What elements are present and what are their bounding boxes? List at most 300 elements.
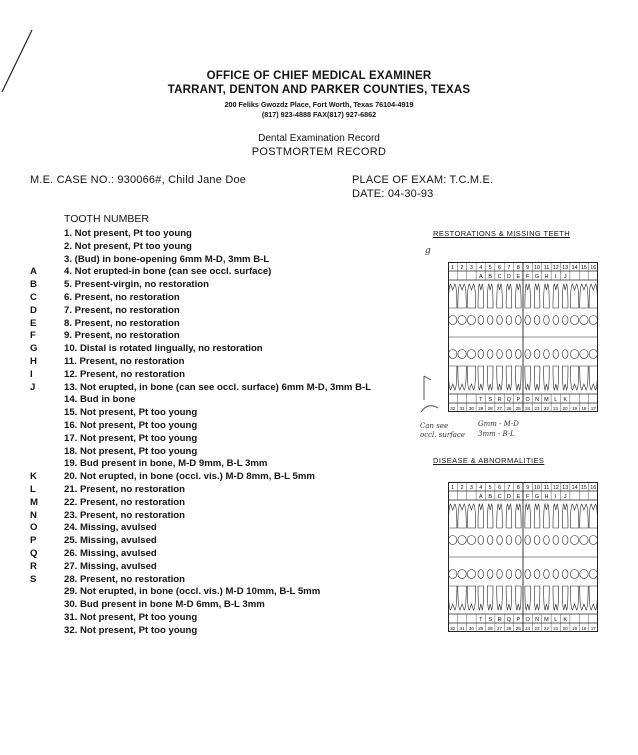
chart-lower-number: 17 <box>590 626 596 631</box>
tooth-entry: 15. Not present, Pt too young <box>64 407 198 419</box>
chart-upper-letter: J <box>563 494 567 500</box>
tooth-letter: B <box>30 279 37 291</box>
chart-lower-number: 22 <box>543 406 549 411</box>
upper-tooth-outline <box>562 284 568 308</box>
lower-tooth-outline <box>553 366 559 390</box>
tooth-entry: 4. Not erupted-in bone (can see occl. surface) <box>64 266 272 278</box>
lower-occlusal-outline <box>570 350 578 359</box>
chart-upper-number: 3 <box>469 485 473 491</box>
upper-occlusal-outline <box>525 316 531 325</box>
chart-lower-number: 23 <box>534 406 540 411</box>
chart-upper-letter: A <box>478 274 483 280</box>
chart-lower-letter: T <box>479 397 483 403</box>
office-title: OFFICE OF CHIEF MEDICAL EXAMINER <box>206 70 432 82</box>
lower-tooth-outline <box>525 586 531 610</box>
lower-occlusal-outline <box>525 570 531 579</box>
chart-lower-letter: M <box>544 617 549 623</box>
chart-upper-number: 5 <box>488 265 492 271</box>
upper-occlusal-outline <box>580 316 588 325</box>
tooth-entry: 30. Bud present in bone M-D 6mm, B-L 3mm <box>64 599 265 611</box>
chart-lower-number: 28 <box>487 626 493 631</box>
lower-occlusal-outline <box>458 350 466 359</box>
lower-occlusal-outline <box>544 350 550 359</box>
chart-lower-number: 31 <box>459 626 465 631</box>
chart-lower-number: 18 <box>581 626 587 631</box>
chart-upper-letter: H <box>544 274 549 280</box>
upper-tooth-outline <box>562 504 568 528</box>
tooth-entry: 2. Not present, Pt too young <box>64 240 192 252</box>
tooth-letter: M <box>30 496 38 508</box>
tooth-entry: 18. Not present, Pt too young <box>64 445 198 457</box>
tooth-letter: J <box>30 381 36 393</box>
upper-tooth-outline <box>458 504 466 528</box>
tooth-letter: Q <box>30 548 38 559</box>
chart-upper-number: 12 <box>552 485 559 491</box>
upper-occlusal-outline <box>580 536 588 545</box>
chart-upper-letter: I <box>555 274 557 280</box>
tooth-entry: 8. Present, no restoration <box>64 317 180 329</box>
upper-occlusal-outline <box>487 536 493 545</box>
lower-tooth-outline <box>534 366 540 390</box>
lower-tooth-outline <box>516 586 522 610</box>
upper-occlusal-outline <box>570 536 578 545</box>
upper-tooth-outline <box>448 504 456 528</box>
tooth-letter: A <box>30 266 37 278</box>
upper-tooth-outline <box>525 284 531 308</box>
office-phone: (817) 923-4888 FAX(817) 927-6862 <box>261 110 377 119</box>
chart-upper-number: 11 <box>543 265 550 271</box>
lower-occlusal-outline <box>570 570 578 579</box>
lower-occlusal-outline <box>448 350 456 359</box>
lower-occlusal-outline <box>497 570 503 579</box>
upper-tooth-outline <box>553 284 559 308</box>
upper-tooth-outline <box>589 284 597 308</box>
upper-tooth-outline <box>458 284 466 308</box>
chart-upper-number: 3 <box>469 265 473 271</box>
chart-upper-letter: B <box>488 274 493 280</box>
chart-lower-letter: L <box>554 617 558 623</box>
tooth-entry: 20. Not erupted, in bone (occl. vis.) M-D 8mm, B-L 5mm <box>64 471 315 483</box>
chart-upper-number: 8 <box>516 265 520 271</box>
lower-occlusal-outline <box>580 350 588 359</box>
chart-upper-number: 7 <box>507 485 511 491</box>
chart-lower-number: 24 <box>525 406 531 411</box>
chart-upper-number: 7 <box>507 265 511 271</box>
lower-occlusal-outline <box>467 570 475 579</box>
chart-lower-letter: N <box>535 617 540 623</box>
chart-lower-number: 22 <box>543 626 549 631</box>
upper-occlusal-outline <box>478 536 484 545</box>
tooth-letter: N <box>30 509 37 521</box>
chart-upper-number: 13 <box>562 265 569 271</box>
chart-upper-number: 9 <box>526 485 530 491</box>
lower-tooth-outline <box>487 366 493 390</box>
chart-lower-number: 18 <box>581 406 587 411</box>
chart-lower-number: 20 <box>562 626 568 631</box>
tooth-entry: 9. Present, no restoration <box>64 330 180 342</box>
lower-occlusal-outline <box>506 350 512 359</box>
tooth-letter: H <box>30 356 37 367</box>
upper-tooth-outline <box>497 504 503 528</box>
chart-upper-number: 2 <box>460 485 464 491</box>
chart-lower-number: 28 <box>487 406 493 411</box>
chart-upper-number: 15 <box>580 265 587 271</box>
tooth-entry: 11. Present, no restoration <box>64 356 185 367</box>
counties-title: TARRANT, DENTON AND PARKER COUNTIES, TEXAS <box>167 84 471 96</box>
upper-tooth-outline <box>448 284 456 308</box>
restorations-chart-title: RESTORATIONS & MISSING TEETH <box>433 229 571 238</box>
lower-tooth-outline <box>562 366 568 390</box>
chart-lower-letter: S <box>488 617 493 623</box>
lower-occlusal-outline <box>553 570 559 579</box>
upper-occlusal-outline <box>448 536 456 545</box>
lower-occlusal-outline <box>516 570 522 579</box>
upper-tooth-outline <box>487 284 493 308</box>
upper-tooth-outline <box>506 284 512 308</box>
tooth-letter: E <box>30 317 37 329</box>
chart-upper-letter: G <box>534 274 540 280</box>
lower-tooth-outline <box>589 586 597 610</box>
upper-tooth-outline <box>467 284 475 308</box>
chart-upper-letter: A <box>478 494 483 500</box>
exam-date: DATE: 04-30-93 <box>352 188 434 200</box>
lower-occlusal-outline <box>562 350 568 359</box>
upper-occlusal-outline <box>458 316 466 325</box>
chart-upper-letter: E <box>516 274 521 280</box>
chart-lower-letter: O <box>525 617 530 623</box>
disease-chart <box>448 482 598 632</box>
chart-lower-number: 26 <box>506 406 512 411</box>
chart-lower-letter: L <box>554 397 558 403</box>
lower-tooth-outline <box>458 586 466 610</box>
lower-tooth-outline <box>544 366 550 390</box>
tooth-entry: 5. Present-virgin, no restoration <box>64 279 210 291</box>
chart-lower-letter: P <box>516 397 521 403</box>
chart-upper-letter: I <box>555 494 557 500</box>
upper-tooth-outline <box>553 504 559 528</box>
chart-upper-number: 12 <box>552 265 559 271</box>
lower-occlusal-outline <box>487 350 493 359</box>
tooth-entry: 28. Present, no restoration <box>64 573 186 585</box>
chart-lower-number: 29 <box>478 626 484 631</box>
lower-tooth-outline <box>562 586 568 610</box>
chart-lower-letter: R <box>497 397 502 403</box>
lower-occlusal-outline <box>534 570 540 579</box>
chart-lower-number: 30 <box>468 406 474 411</box>
lower-occlusal-outline <box>478 350 484 359</box>
chart-lower-letter: Q <box>506 397 512 403</box>
chart-lower-number: 20 <box>562 406 568 411</box>
upper-tooth-outline <box>580 284 588 308</box>
chart-upper-number: 6 <box>498 265 502 271</box>
tooth-letter: D <box>30 304 37 316</box>
tooth-number-heading: TOOTH NUMBER <box>64 213 149 225</box>
chart-upper-number: 1 <box>451 485 455 491</box>
upper-tooth-outline <box>534 284 540 308</box>
chart-upper-letter: C <box>497 274 502 280</box>
chart-upper-number: 14 <box>571 265 578 271</box>
place-of-exam: PLACE OF EXAM: T.C.M.E. <box>352 174 494 186</box>
chart-lower-number: 27 <box>497 406 503 411</box>
tooth-entry: 6. Present, no restoration <box>64 292 180 303</box>
tooth-entry: 31. Not present, Pt too young <box>64 612 198 623</box>
upper-tooth-outline <box>497 284 503 308</box>
tooth-entry: 21. Present, no restoration <box>64 484 186 495</box>
lower-tooth-outline <box>448 366 456 390</box>
record-title: POSTMORTEM RECORD <box>251 146 387 158</box>
tooth-entry: 3. (Bud) in bone-opening 6mm M-D, 3mm B-L <box>64 253 270 265</box>
lower-tooth-outline <box>478 586 484 610</box>
chart-lower-number: 31 <box>459 406 465 411</box>
tooth-entry: 10. Distal is rotated lingually, no restoration <box>64 343 263 355</box>
tooth-letter: P <box>30 535 37 547</box>
upper-tooth-outline <box>478 284 484 308</box>
lower-occlusal-outline <box>580 570 588 579</box>
upper-occlusal-outline <box>506 316 512 325</box>
upper-occlusal-outline <box>497 316 503 325</box>
chart-lower-number: 32 <box>450 626 456 631</box>
record-type: Dental Examination Record <box>258 133 380 144</box>
upper-occlusal-outline <box>487 316 493 325</box>
lower-occlusal-outline <box>506 570 512 579</box>
tooth-letter: I <box>30 368 33 380</box>
tooth-entry: 1. Not present, Pt too young <box>64 228 192 239</box>
lower-tooth-outline <box>553 586 559 610</box>
tooth-entry: 26. Missing, avulsed <box>64 548 157 559</box>
tooth-letter: C <box>30 292 37 303</box>
tooth-entry: 23. Present, no restoration <box>64 509 186 521</box>
upper-tooth-outline <box>544 504 550 528</box>
chart-upper-number: 6 <box>498 485 502 491</box>
lower-tooth-outline <box>448 586 456 610</box>
chart-upper-letter: J <box>563 274 567 280</box>
chart-lower-letter: O <box>525 397 530 403</box>
chart-lower-number: 29 <box>478 406 484 411</box>
upper-occlusal-outline <box>448 316 456 325</box>
upper-tooth-outline <box>589 504 597 528</box>
upper-occlusal-outline <box>544 316 550 325</box>
upper-tooth-outline <box>516 284 522 308</box>
restorations-chart <box>448 262 598 412</box>
tooth-letter: L <box>30 484 36 495</box>
chart-upper-letter: D <box>506 494 511 500</box>
upper-tooth-outline <box>544 284 550 308</box>
upper-occlusal-outline <box>525 536 531 545</box>
upper-occlusal-outline <box>553 536 559 545</box>
lower-tooth-outline <box>580 586 588 610</box>
tooth-entry: 7. Present, no restoration <box>64 304 180 316</box>
tooth-letter: K <box>30 471 37 483</box>
lower-occlusal-outline <box>553 350 559 359</box>
lower-tooth-outline <box>458 366 466 390</box>
lower-occlusal-outline <box>467 350 475 359</box>
chart-lower-letter: N <box>535 397 540 403</box>
upper-tooth-outline <box>516 504 522 528</box>
chart-lower-number: 19 <box>572 626 578 631</box>
lower-occlusal-outline <box>458 570 466 579</box>
chart-upper-number: 2 <box>460 265 464 271</box>
lower-tooth-outline <box>497 586 503 610</box>
chart-lower-number: 25 <box>515 406 521 411</box>
lower-tooth-outline <box>570 586 578 610</box>
chart-upper-number: 4 <box>479 265 483 271</box>
upper-tooth-outline <box>525 504 531 528</box>
upper-tooth-outline <box>534 504 540 528</box>
case-number: M.E. CASE NO.: 930066#, Child Jane Doe <box>30 174 247 186</box>
lower-tooth-outline <box>570 366 578 390</box>
chart-upper-number: 1 <box>451 265 455 271</box>
lower-tooth-outline <box>467 586 475 610</box>
lower-tooth-outline <box>580 366 588 390</box>
lower-tooth-outline <box>544 586 550 610</box>
tooth-entry: 17. Not present, Pt too young <box>64 432 198 444</box>
chart-lower-letter: P <box>516 617 521 623</box>
chart-upper-letter: H <box>544 494 549 500</box>
lower-tooth-outline <box>478 366 484 390</box>
upper-occlusal-outline <box>467 316 475 325</box>
chart-lower-number: 32 <box>450 406 456 411</box>
chart-upper-number: 9 <box>526 265 530 271</box>
chart-lower-letter: M <box>544 397 549 403</box>
upper-tooth-outline <box>487 504 493 528</box>
lower-tooth-outline <box>525 366 531 390</box>
upper-tooth-outline <box>580 504 588 528</box>
chart-lower-letter: Q <box>506 617 512 623</box>
chart-upper-letter: E <box>516 494 521 500</box>
disease-chart-title: DISEASE & ABNORMALITIES <box>433 456 545 465</box>
chart-upper-number: 15 <box>580 485 587 491</box>
upper-tooth-outline <box>478 504 484 528</box>
tooth-entry: 29. Not erupted, in bone (occl. vis.) M-D 10mm, B-L 5mm <box>64 586 321 598</box>
chart-upper-letter: F <box>526 494 530 500</box>
chart-lower-letter: K <box>563 617 568 623</box>
chart-upper-letter: D <box>506 274 511 280</box>
upper-occlusal-outline <box>589 536 597 545</box>
chart-upper-number: 16 <box>590 265 597 271</box>
upper-tooth-outline <box>570 284 578 308</box>
tooth-entry: 22. Present, no restoration <box>64 496 186 508</box>
tooth-letter: F <box>30 330 36 342</box>
chart-lower-number: 27 <box>497 626 503 631</box>
chart-upper-letter: F <box>526 274 530 280</box>
chart-lower-number: 25 <box>515 626 521 631</box>
tooth-letter: O <box>30 522 38 534</box>
upper-occlusal-outline <box>478 316 484 325</box>
lower-occlusal-outline <box>589 350 597 359</box>
handwritten-bracket <box>418 372 448 417</box>
lower-occlusal-outline <box>589 570 597 579</box>
tooth-entry: 27. Missing, avulsed <box>64 560 157 572</box>
chart-upper-letter: B <box>488 494 493 500</box>
tooth-letter: S <box>30 573 37 585</box>
upper-occlusal-outline <box>589 316 597 325</box>
upper-occlusal-outline <box>562 316 568 325</box>
chart-upper-number: 16 <box>590 485 597 491</box>
chart-upper-number: 11 <box>543 485 550 491</box>
office-address: 200 Feliks Gwozdz Place, Fort Worth, Texas 76104-4919 <box>224 100 414 109</box>
tooth-entry: 19. Bud present in bone, M-D 9mm, B-L 3mm <box>64 458 268 470</box>
upper-occlusal-outline <box>544 536 550 545</box>
chart-lower-number: 26 <box>506 626 512 631</box>
chart-upper-number: 13 <box>562 485 569 491</box>
lower-occlusal-outline <box>497 350 503 359</box>
upper-occlusal-outline <box>570 316 578 325</box>
chart-lower-number: 21 <box>553 406 559 411</box>
upper-occlusal-outline <box>553 316 559 325</box>
lower-tooth-outline <box>589 366 597 390</box>
upper-tooth-outline <box>570 504 578 528</box>
upper-tooth-outline <box>506 504 512 528</box>
lower-tooth-outline <box>516 366 522 390</box>
tooth-entry: 25. Missing, avulsed <box>64 535 157 547</box>
upper-occlusal-outline <box>458 536 466 545</box>
handwritten-note-2: occl. surface <box>420 431 466 439</box>
upper-tooth-outline <box>467 504 475 528</box>
lower-tooth-outline <box>487 586 493 610</box>
chart-lower-letter: S <box>488 397 493 403</box>
upper-occlusal-outline <box>534 536 540 545</box>
chart-lower-number: 17 <box>590 406 596 411</box>
upper-occlusal-outline <box>516 316 522 325</box>
chart-upper-number: 10 <box>534 485 541 491</box>
chart-lower-number: 23 <box>534 626 540 631</box>
tooth-entry: 24. Missing, avulsed <box>64 522 157 534</box>
chart-upper-number: 14 <box>571 485 578 491</box>
tooth-letter: R <box>30 560 37 572</box>
tooth-entry: 16. Not present, Pt too young <box>64 420 198 431</box>
upper-occlusal-outline <box>534 316 540 325</box>
lower-occlusal-outline <box>478 570 484 579</box>
lower-occlusal-outline <box>448 570 456 579</box>
chart-lower-letter: R <box>497 617 502 623</box>
chart-upper-letter: C <box>497 494 502 500</box>
handwritten-note-4: 3mm - B-L <box>478 430 515 438</box>
tooth-entry: 32. Not present, Pt too young <box>64 624 198 636</box>
handwritten-mark: g <box>425 246 431 256</box>
lower-tooth-outline <box>497 366 503 390</box>
lower-occlusal-outline <box>534 350 540 359</box>
lower-occlusal-outline <box>562 570 568 579</box>
upper-occlusal-outline <box>562 536 568 545</box>
handwritten-note-1: Can see <box>420 422 449 430</box>
lower-tooth-outline <box>506 366 512 390</box>
chart-upper-number: 8 <box>516 485 520 491</box>
chart-upper-letter: G <box>534 494 540 500</box>
upper-occlusal-outline <box>516 536 522 545</box>
lower-tooth-outline <box>534 586 540 610</box>
upper-occlusal-outline <box>497 536 503 545</box>
chart-upper-number: 5 <box>488 485 492 491</box>
tooth-entry: 14. Bud in bone <box>64 394 136 406</box>
tooth-entry: 12. Present, no restoration <box>64 368 186 380</box>
tooth-letter: G <box>30 343 38 355</box>
tooth-entry: 13. Not erupted, in bone (can see occl. surface) 6mm M-D, 3mm B-L <box>64 381 372 393</box>
chart-lower-number: 21 <box>553 626 559 631</box>
lower-occlusal-outline <box>544 570 550 579</box>
chart-lower-letter: T <box>479 617 483 623</box>
chart-lower-number: 30 <box>468 626 474 631</box>
lower-occlusal-outline <box>487 570 493 579</box>
chart-lower-number: 24 <box>525 626 531 631</box>
lower-occlusal-outline <box>525 350 531 359</box>
upper-occlusal-outline <box>467 536 475 545</box>
chart-upper-number: 10 <box>534 265 541 271</box>
chart-upper-number: 4 <box>479 485 483 491</box>
lower-tooth-outline <box>506 586 512 610</box>
lower-occlusal-outline <box>516 350 522 359</box>
chart-lower-number: 19 <box>572 406 578 411</box>
lower-tooth-outline <box>467 366 475 390</box>
